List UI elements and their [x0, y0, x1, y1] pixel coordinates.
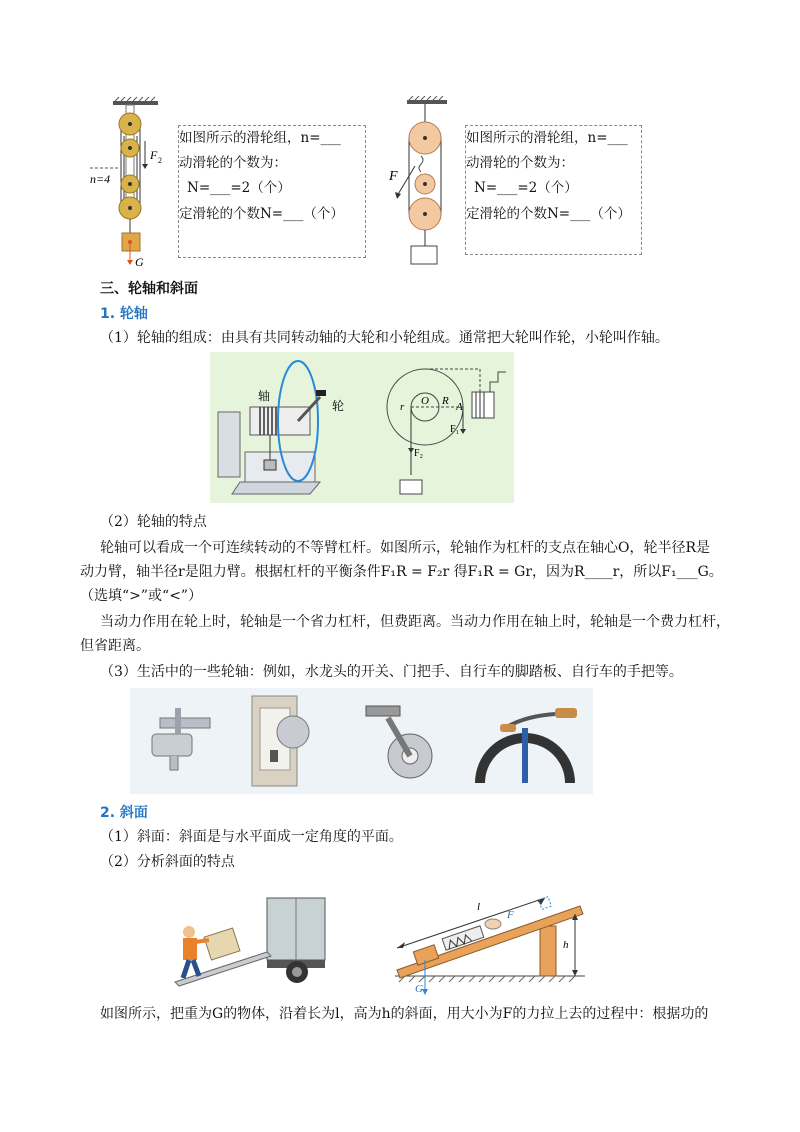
force-f-label: F [389, 169, 398, 184]
box-left-line-3: N=___=2（个） [187, 180, 291, 196]
everyday-wheel-axle-illustrations [130, 688, 593, 794]
pulley-system-left-figure [88, 96, 178, 271]
force-f1-label: F₁ [450, 424, 460, 435]
box-left-line-1: 如图所示的滑轮组，n=___ [179, 130, 341, 146]
height-h-label: h [563, 939, 569, 951]
point-a-label: A [456, 401, 463, 413]
incline-analysis-heading: （2）分析斜面的特点 [100, 854, 235, 870]
center-o-label: O [421, 395, 429, 407]
wheel-axle-paragraph-line-2: 动力臂，轴半径r是阻力臂。根据杠杆的平衡条件F₁R = F₂r 得F₁R = Gr，因为R____r，所以F₁___G。 [80, 564, 723, 580]
n-label: n=4 [90, 172, 111, 186]
gravity-g-label: G [415, 983, 423, 995]
wheel-axle-paragraph-line-1: 轮轴可以看成一个可连续转动的不等臂杠杆。如图所示，轮轴作为杠杆的支点在轴心O，轮半径R是 [100, 540, 711, 556]
wheel-axle-features-heading: （2）轮轴的特点 [100, 514, 207, 530]
wheel-and-axle-figure [210, 352, 514, 503]
force-f-label: F [507, 909, 514, 921]
inclined-plane-diagram [385, 880, 595, 1000]
force-application-line-2: 但省距离。 [80, 638, 150, 654]
weight-g-label: G [135, 255, 144, 269]
wheel-axle-composition: （1）轮轴的组成：由具有共同转动轴的大轮和小轮组成。通常把大轮叫作轮，小轮叫作轴。 [100, 330, 669, 346]
incline-work-paragraph: 如图所示，把重为G的物体，沿着长为l，高为h的斜面，用大小为F的力拉上去的过程中：根据功的 [100, 1006, 709, 1022]
box-left-line-4: 定滑轮的个数N=___（个） [179, 206, 344, 222]
box-right-line-4: 定滑轮的个数N=___（个） [466, 206, 631, 222]
pulley-system-right-figure [385, 96, 465, 268]
length-l-label: l [477, 901, 481, 913]
everyday-wheel-axle-examples: （3）生活中的一些轮轴：例如，水龙头的开关、门把手、自行车的脚踏板、自行车的手把等。 [100, 664, 683, 680]
force-application-line-1: 当动力作用在轮上时，轮轴是一个省力杠杆，但费距离。当动力作用在轴上时，轮轴是一个费力杠杆， [100, 614, 730, 630]
truck-ramp-illustration [165, 890, 330, 988]
box-right-line-3: N=___=2（个） [474, 180, 578, 196]
subsection-2-title: 2. 斜面 [100, 805, 148, 821]
box-right-line-2: 动滑轮的个数为： [466, 155, 574, 171]
wheel-axle-paragraph-line-3: （选填“>”或“<”） [80, 588, 203, 604]
axle-label: 轴 [258, 389, 271, 403]
radius-r-small-label: r [400, 401, 405, 413]
section-3-title: 三、轮轴和斜面 [100, 281, 198, 297]
pulley-question-box-left [178, 125, 366, 258]
incline-definition: （1）斜面：斜面是与水平面成一定角度的平面。 [100, 829, 403, 845]
force-f2-subscript: 2 [158, 156, 162, 165]
wheel-label: 轮 [332, 399, 345, 413]
pulley-question-box-right [465, 125, 642, 255]
force-f2-label: F₂ [414, 448, 424, 459]
subsection-1-title: 1. 轮轴 [100, 306, 148, 322]
radius-big-r-label: R [442, 395, 449, 407]
force-f2-label: F [150, 148, 158, 162]
box-right-line-1: 如图所示的滑轮组，n=___ [466, 130, 628, 146]
box-left-line-2: 动滑轮的个数为： [179, 155, 287, 171]
